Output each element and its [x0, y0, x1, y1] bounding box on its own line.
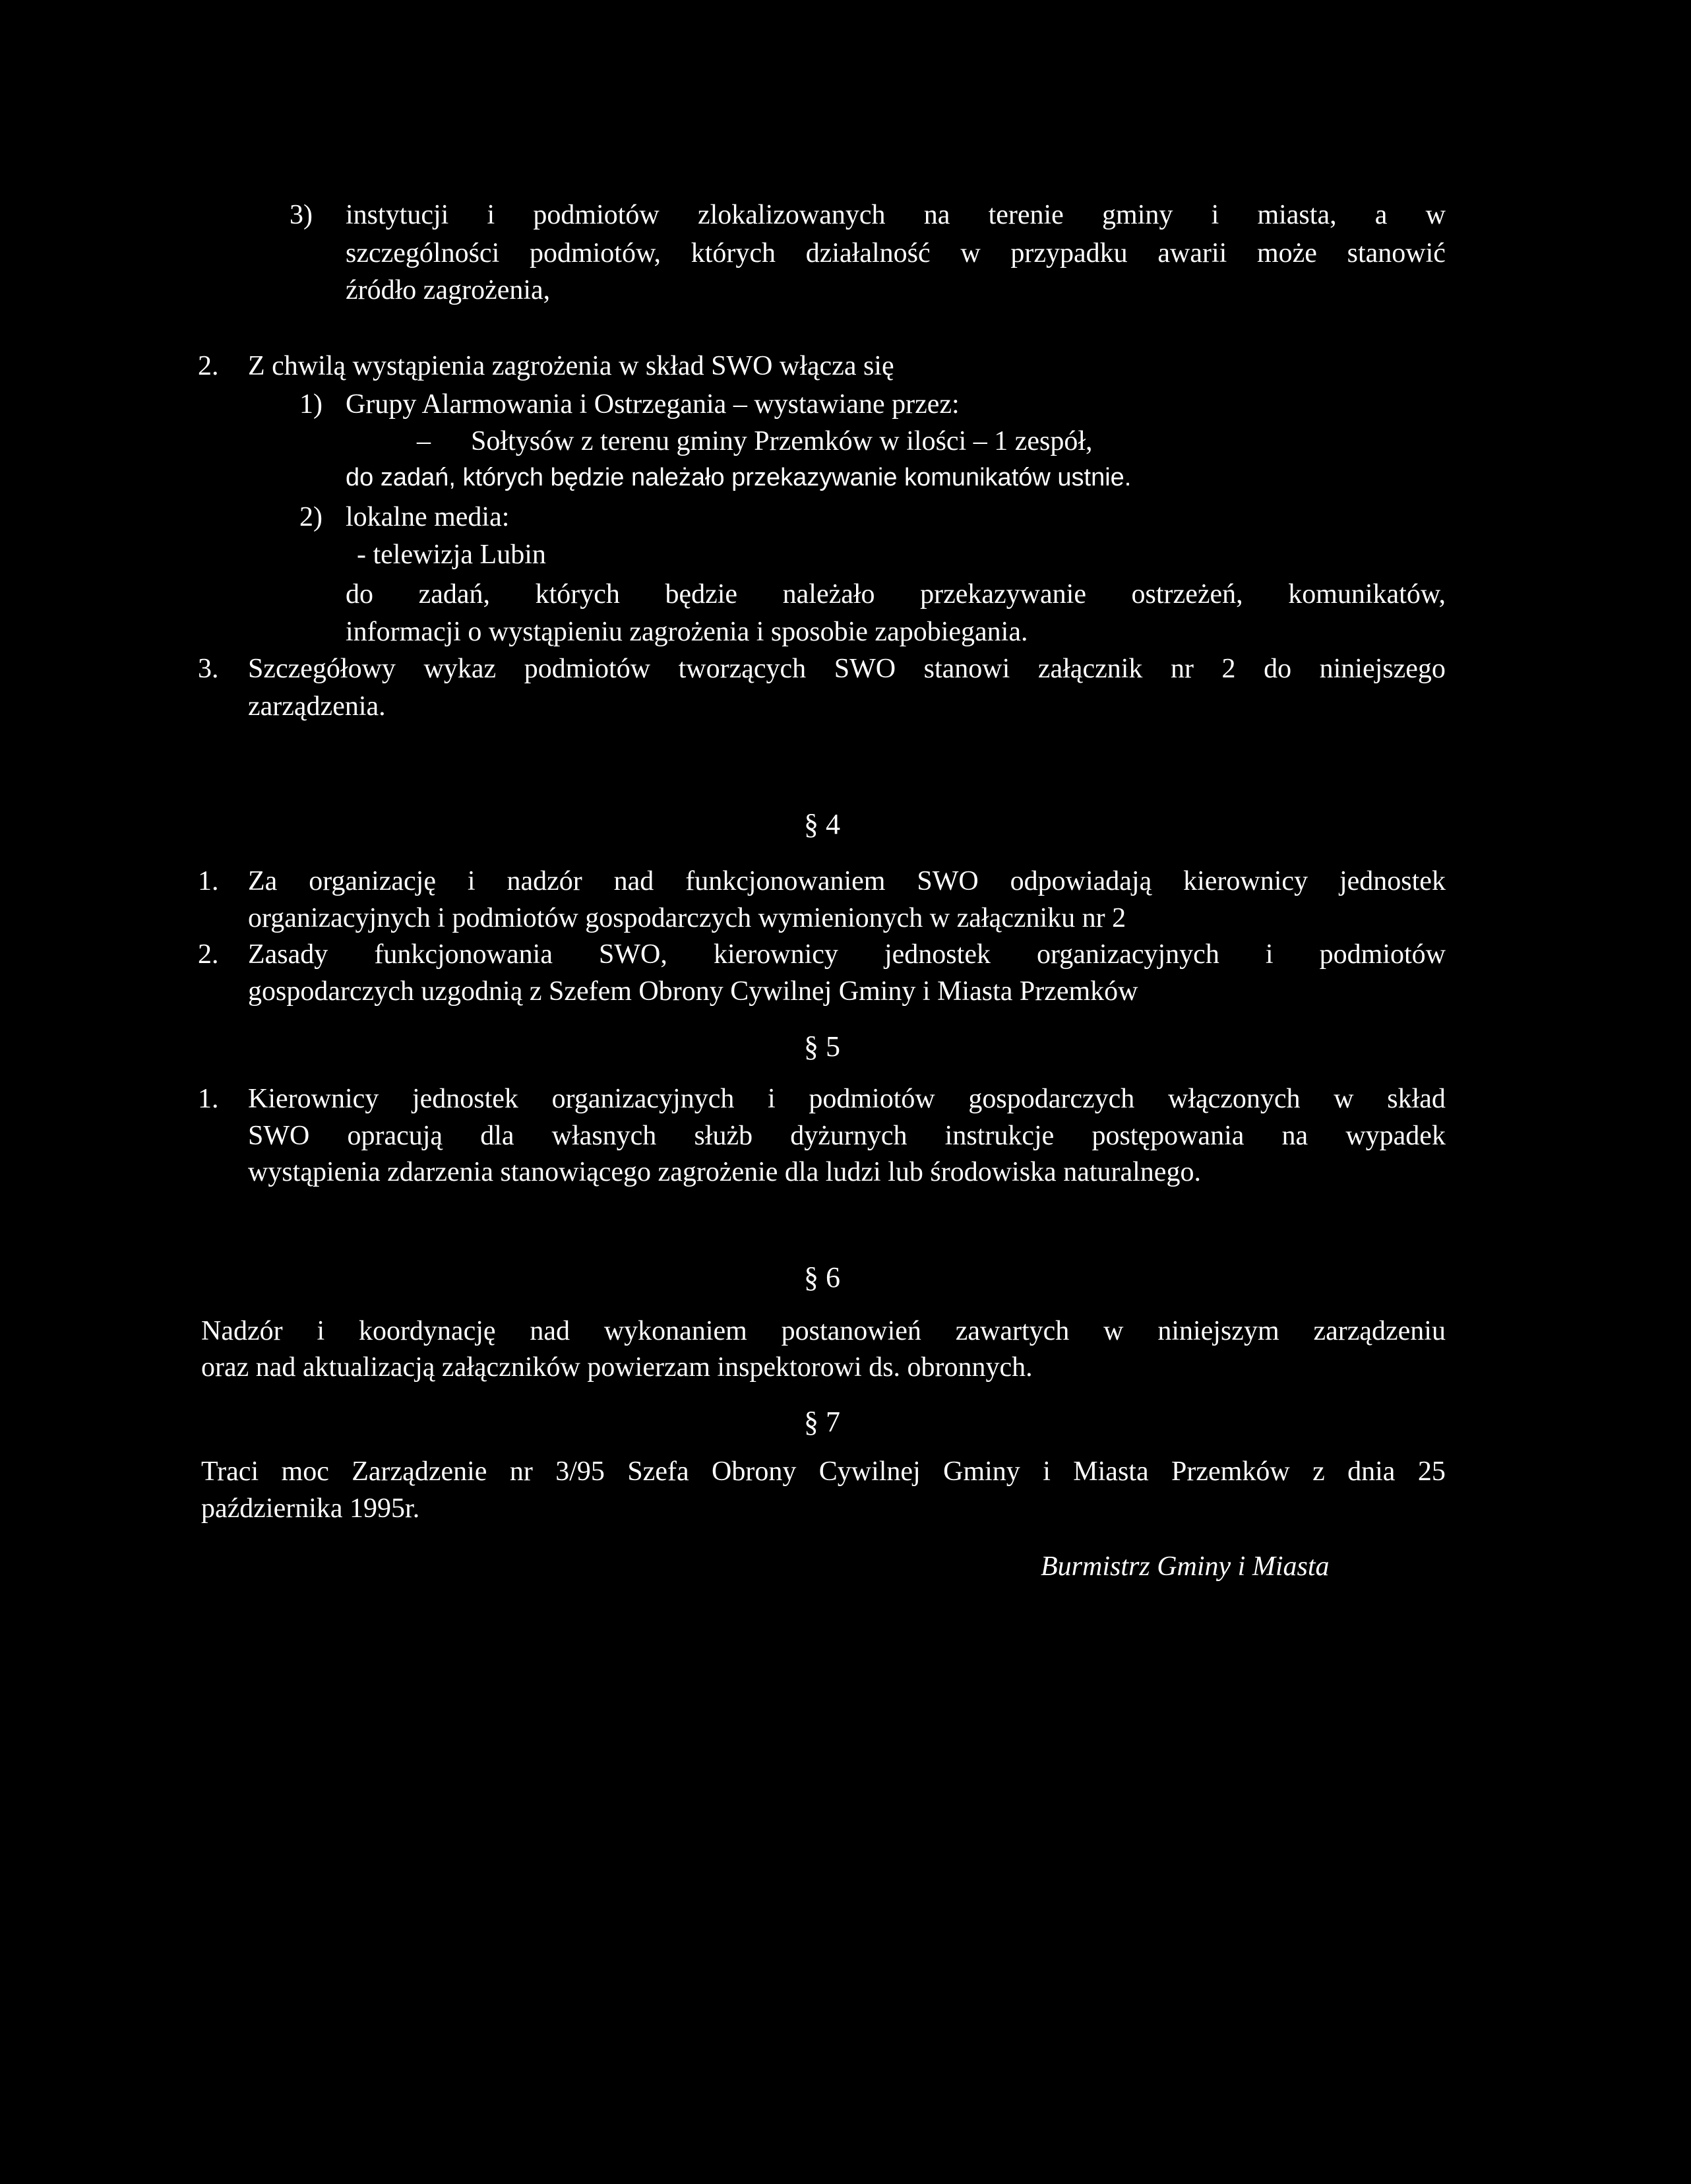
word: terenie: [988, 200, 1064, 230]
word: stanowić: [1347, 238, 1446, 268]
word: podmiotów: [809, 1084, 935, 1114]
word: Traci: [201, 1456, 259, 1487]
word: Zasady: [248, 939, 328, 970]
word: wypadek: [1345, 1121, 1446, 1151]
word: których: [691, 238, 776, 268]
paragraph-line: [346, 580, 1446, 608]
word: organizację: [309, 866, 436, 896]
paragraph-line: do zadań, których będzie należało przekazywanie komunikatów ustnie.: [346, 464, 1132, 491]
item-number: 1.: [198, 866, 219, 896]
paragraph-line: [248, 941, 1446, 968]
word: włączonych: [1167, 1084, 1301, 1114]
word: i: [1043, 1456, 1051, 1487]
word: w: [1425, 200, 1446, 230]
word: miasta,: [1257, 200, 1337, 230]
word: funkcjonowaniem: [685, 866, 886, 896]
section-heading: § 5: [804, 1030, 840, 1063]
word: koordynację: [358, 1316, 496, 1346]
item-number: 1): [299, 389, 323, 420]
word: dla: [480, 1121, 514, 1151]
paragraph-line: Grupy Alarmowania i Ostrzegania – wystawiane przez:: [346, 389, 960, 420]
section-heading: § 6: [804, 1261, 840, 1294]
word: postanowień: [781, 1316, 921, 1346]
paragraph-line: [248, 655, 1446, 683]
paragraph-line: [346, 239, 1446, 267]
word: podmiotów,: [529, 238, 661, 268]
item-number: 2.: [198, 351, 219, 381]
paragraph-line: [346, 201, 1446, 229]
word: Kierownicy: [248, 1084, 379, 1114]
word: stanowi: [923, 654, 1010, 684]
word: nad: [613, 866, 654, 896]
word: zarządzeniu: [1313, 1316, 1446, 1346]
word: Gminy: [943, 1456, 1020, 1487]
paragraph-line: zarządzenia.: [248, 691, 386, 722]
item-number: 2): [299, 502, 323, 532]
word: Miasta: [1073, 1456, 1149, 1487]
paragraph-line: wystąpienia zdarzenia stanowiącego zagrożenie dla ludzi lub środowiska naturalnego.: [248, 1157, 1201, 1187]
word: funkcjonowania: [374, 939, 553, 970]
word: moc: [281, 1456, 329, 1487]
paragraph-line: organizacyjnych i podmiotów gospodarczych wymienionych w załączniku nr 2: [248, 903, 1126, 933]
word: SWO: [834, 654, 896, 684]
word: SWO: [917, 866, 979, 896]
word: służb: [694, 1121, 753, 1151]
word: Cywilnej: [818, 1456, 921, 1487]
word: wykaz: [423, 654, 497, 684]
word: nadzór: [507, 866, 582, 896]
word: Nadzór: [201, 1316, 283, 1346]
signature-line: Burmistrz Gminy i Miasta: [1041, 1551, 1330, 1582]
word: podmiotów: [1319, 939, 1446, 970]
word: jednostek: [412, 1084, 518, 1114]
word: SWO,: [599, 939, 667, 970]
word: instytucji: [346, 200, 449, 230]
word: a: [1374, 200, 1388, 230]
word: w: [1103, 1316, 1124, 1346]
word: Zarządzenie: [352, 1456, 487, 1487]
word: odpowiadają: [1010, 866, 1152, 896]
word: nad: [530, 1316, 570, 1346]
item-number: 2.: [198, 939, 219, 970]
word: kierownicy: [713, 939, 838, 970]
word: załącznik: [1037, 654, 1143, 684]
word: przypadku: [1010, 238, 1128, 268]
word: niniejszego: [1319, 654, 1446, 684]
paragraph-line: źródło zagrożenia,: [346, 275, 551, 305]
word: podmiotów: [524, 654, 651, 684]
paragraph-line: - telewizja Lubin: [357, 540, 546, 570]
paragraph-line: informacji o wystąpieniu zagrożenia i sposobie zapobiegania.: [346, 617, 1028, 647]
paragraph-line: [248, 1122, 1446, 1150]
item-number: 1.: [198, 1084, 219, 1114]
word: dyżurnych: [790, 1121, 907, 1151]
word: i: [1265, 939, 1274, 970]
word: w: [1334, 1084, 1354, 1114]
word: niniejszym: [1157, 1316, 1279, 1346]
word: dnia: [1347, 1456, 1396, 1487]
word: SWO: [248, 1121, 310, 1151]
word: awarii: [1157, 238, 1227, 268]
word: będzie: [665, 579, 738, 609]
word: instrukcje: [944, 1121, 1055, 1151]
word: tworzących: [678, 654, 807, 684]
word: i: [768, 1084, 776, 1114]
item-number: 3): [290, 200, 313, 230]
word: jednostek: [1339, 866, 1446, 896]
word: podmiotów: [533, 200, 660, 230]
paragraph-line: [248, 1085, 1446, 1113]
word: działalność: [805, 238, 931, 268]
word: gospodarczych: [968, 1084, 1135, 1114]
word: należało: [782, 579, 875, 609]
paragraph-line: Z chwilą wystąpienia zagrożenia w skład SWO włącza się: [248, 351, 894, 381]
section-heading: § 7: [804, 1406, 840, 1438]
word: ostrzeżeń,: [1131, 579, 1243, 609]
word: Przemków: [1171, 1456, 1290, 1487]
paragraph-line: października 1995r.: [201, 1493, 420, 1524]
dash-bullet: –: [417, 426, 431, 456]
word: postępowania: [1091, 1121, 1245, 1151]
word: Za: [248, 866, 278, 896]
word: szczególności: [346, 238, 500, 268]
paragraph-line: oraz nad aktualizacją załączników powierzam inspektorowi ds. obronnych.: [201, 1352, 1033, 1383]
paragraph-line: [248, 867, 1446, 895]
word: z: [1312, 1456, 1325, 1487]
word: zawartych: [955, 1316, 1070, 1346]
word: Szczegółowy: [248, 654, 396, 684]
word: skład: [1387, 1084, 1446, 1114]
word: do: [1264, 654, 1292, 684]
word: zlokalizowanych: [697, 200, 886, 230]
word: nr: [1170, 654, 1194, 684]
word: przekazywanie: [920, 579, 1086, 609]
word: i: [487, 200, 495, 230]
word: 25: [1417, 1456, 1446, 1487]
word: do: [346, 579, 373, 609]
word: zadań,: [418, 579, 491, 609]
paragraph-line: [201, 1458, 1446, 1485]
word: komunikatów,: [1288, 579, 1446, 609]
word: 2: [1221, 654, 1236, 684]
word: własnych: [551, 1121, 657, 1151]
word: może: [1256, 238, 1317, 268]
paragraph-line: [201, 1317, 1446, 1345]
word: na: [1281, 1121, 1308, 1151]
word: i: [317, 1316, 325, 1346]
word: kierownicy: [1183, 866, 1308, 896]
paragraph-line: gospodarczych uzgodnią z Szefem Obrony Cywilnej Gminy i Miasta Przemków: [248, 976, 1138, 1007]
word: organizacyjnych: [551, 1084, 735, 1114]
word: opracują: [347, 1121, 443, 1151]
word: jednostek: [884, 939, 991, 970]
word: organizacyjnych: [1037, 939, 1219, 970]
word: na: [923, 200, 950, 230]
word: nr: [509, 1456, 533, 1487]
item-number: 3.: [198, 654, 219, 684]
word: wykonaniem: [603, 1316, 747, 1346]
paragraph-line: Sołtysów z terenu gminy Przemków w ilości – 1 zespół,: [471, 426, 1093, 456]
word: 3/95: [555, 1456, 605, 1487]
word: i: [1211, 200, 1219, 230]
word: i: [467, 866, 476, 896]
section-heading: § 4: [804, 808, 840, 840]
word: w: [960, 238, 981, 268]
paragraph-line: lokalne media:: [346, 502, 510, 532]
word: Szefa: [627, 1456, 689, 1487]
word: gminy: [1102, 200, 1173, 230]
word: których: [535, 579, 620, 609]
word: Obrony: [712, 1456, 797, 1487]
